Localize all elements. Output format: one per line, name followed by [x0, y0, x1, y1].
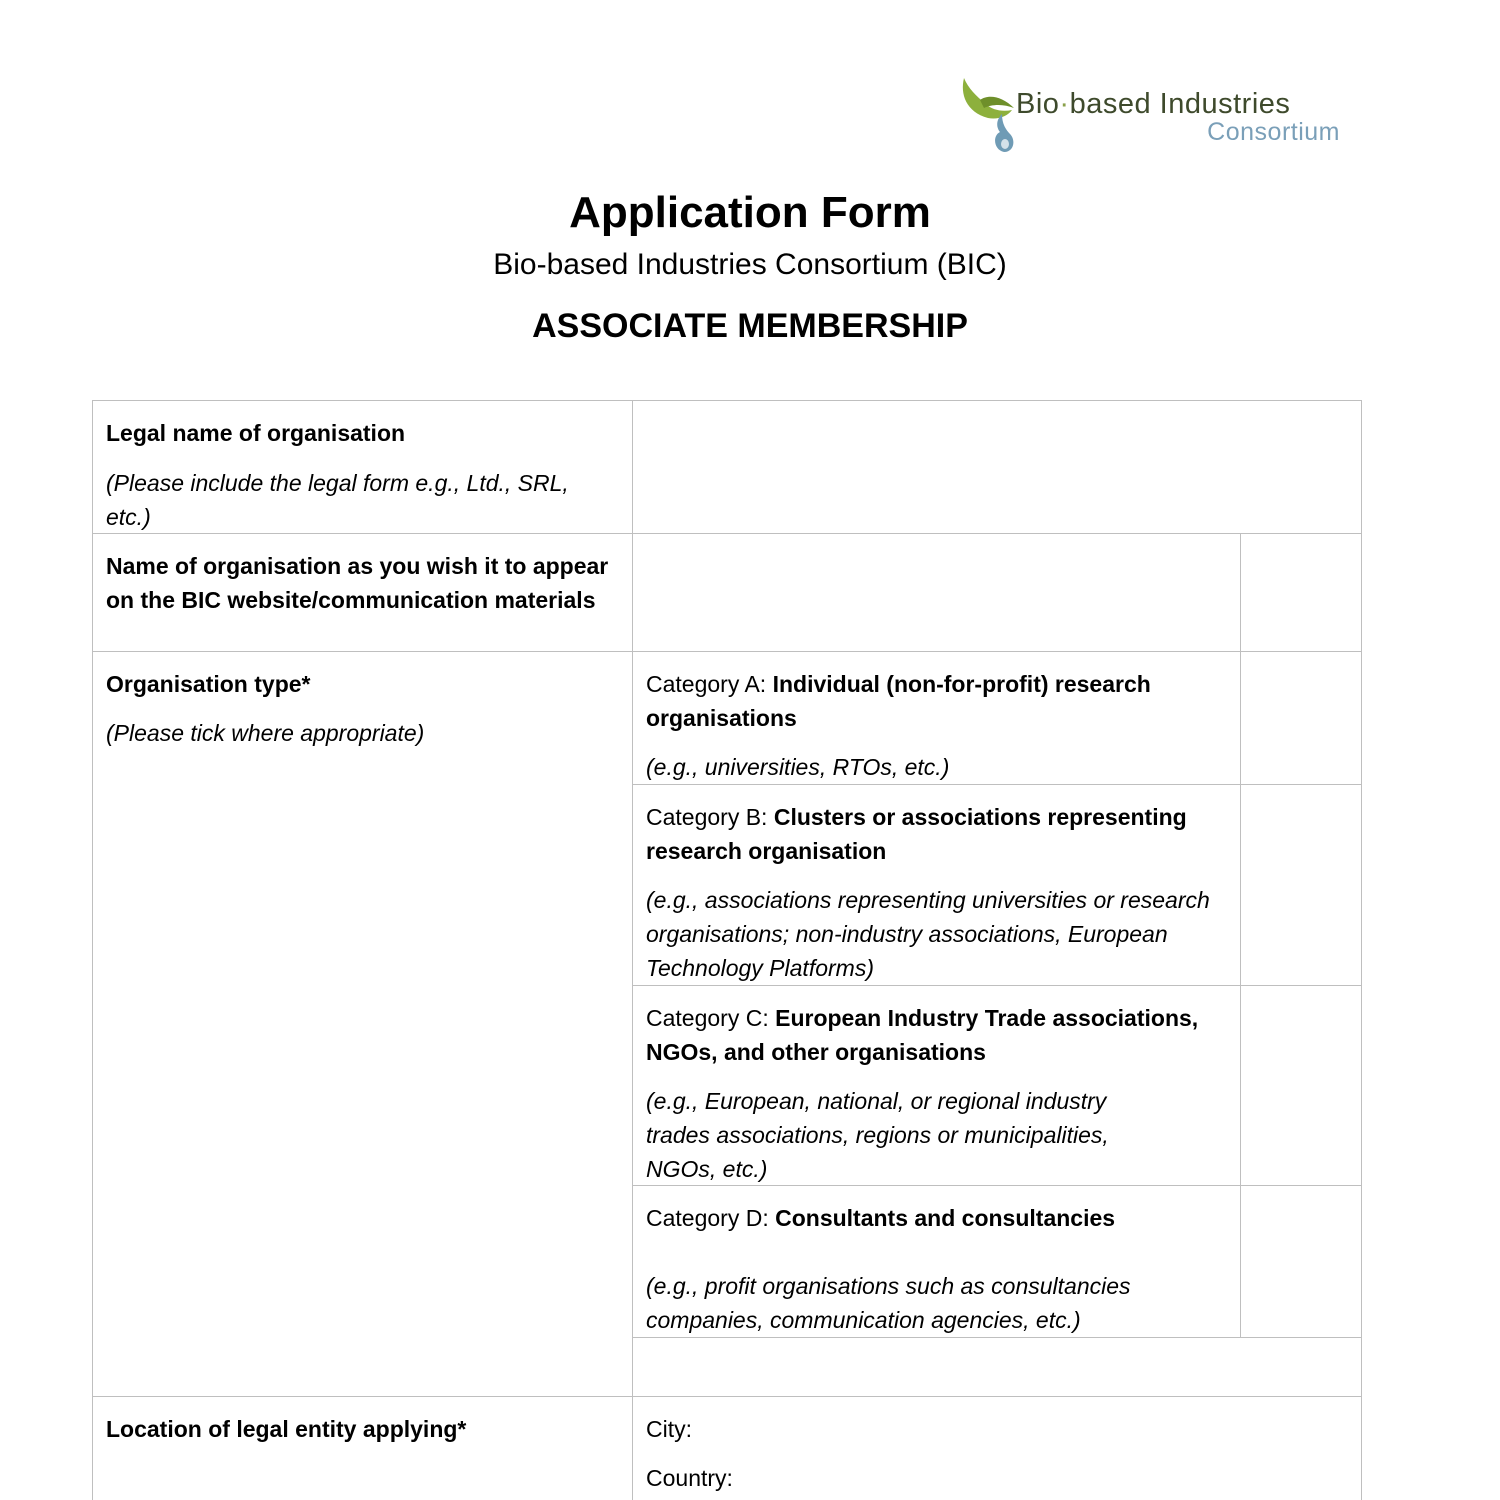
category-d-tick-cell[interactable] [1241, 1186, 1361, 1337]
organisation-type-extra-cell[interactable] [633, 1338, 1361, 1396]
category-c-tick-cell[interactable] [1241, 986, 1361, 1185]
city-label: City: [646, 1416, 692, 1442]
table-border [92, 651, 1362, 652]
category-b-title: Category B: Clusters or associations representing research organisation [646, 804, 1187, 864]
legal-name-input[interactable] [633, 401, 1361, 533]
organisation-type-label: Organisation type* [106, 671, 311, 697]
legal-name-label: Legal name of organisation [106, 420, 406, 446]
location-label: Location of legal entity applying* [106, 1416, 467, 1442]
leaf-drop-icon [958, 74, 1020, 154]
application-form-table [92, 400, 1362, 1500]
logo-text-line2: Consortium [1207, 118, 1340, 146]
membership-type-heading: ASSOCIATE MEMBERSHIP [532, 307, 968, 345]
logo-text-line1: Bio·based Industries [1016, 88, 1291, 120]
category-a-example: (e.g., universities, RTOs, etc.) [646, 754, 950, 780]
bic-logo [958, 74, 1348, 156]
table-border [92, 400, 93, 1500]
table-border [1361, 400, 1362, 1500]
country-label: Country: [646, 1465, 733, 1491]
display-name-label: Name of organisation as you wish it to appear on the BIC website/communication materials [106, 553, 609, 613]
organisation-type-hint: (Please tick where appropriate) [106, 720, 425, 746]
page-subtitle: Bio-based Industries Consortium (BIC) [493, 248, 1007, 281]
category-c-title: Category C: European Industry Trade associations, NGOs, and other organisations [646, 1005, 1199, 1065]
category-b-example: (e.g., associations representing universities or research organisations; non-industry associations, European Technology Platforms) [646, 887, 1210, 981]
legal-name-hint: (Please include the legal form e.g., Ltd., SRL, etc.) [106, 470, 569, 530]
display-name-extra-cell[interactable] [1241, 534, 1361, 651]
category-a-tick-cell[interactable] [1241, 652, 1361, 784]
category-d-example: (e.g., profit organisations such as consultancies companies, communication agencies, etc.) [646, 1273, 1131, 1333]
display-name-input[interactable] [633, 534, 1240, 651]
category-b-tick-cell[interactable] [1241, 785, 1361, 985]
table-border [92, 1396, 1362, 1397]
country-input[interactable] [752, 1461, 1342, 1495]
category-c-example: (e.g., European, national, or regional industry trades associations, regions or municipalities, NGOs, etc.) [646, 1088, 1109, 1182]
city-input[interactable] [702, 1412, 1342, 1446]
category-d-title: Category D: Consultants and consultancies [646, 1205, 1116, 1231]
page-title: Application Form [569, 188, 931, 237]
category-a-title: Category A: Individual (non-for-profit) research organisations [646, 671, 1151, 731]
